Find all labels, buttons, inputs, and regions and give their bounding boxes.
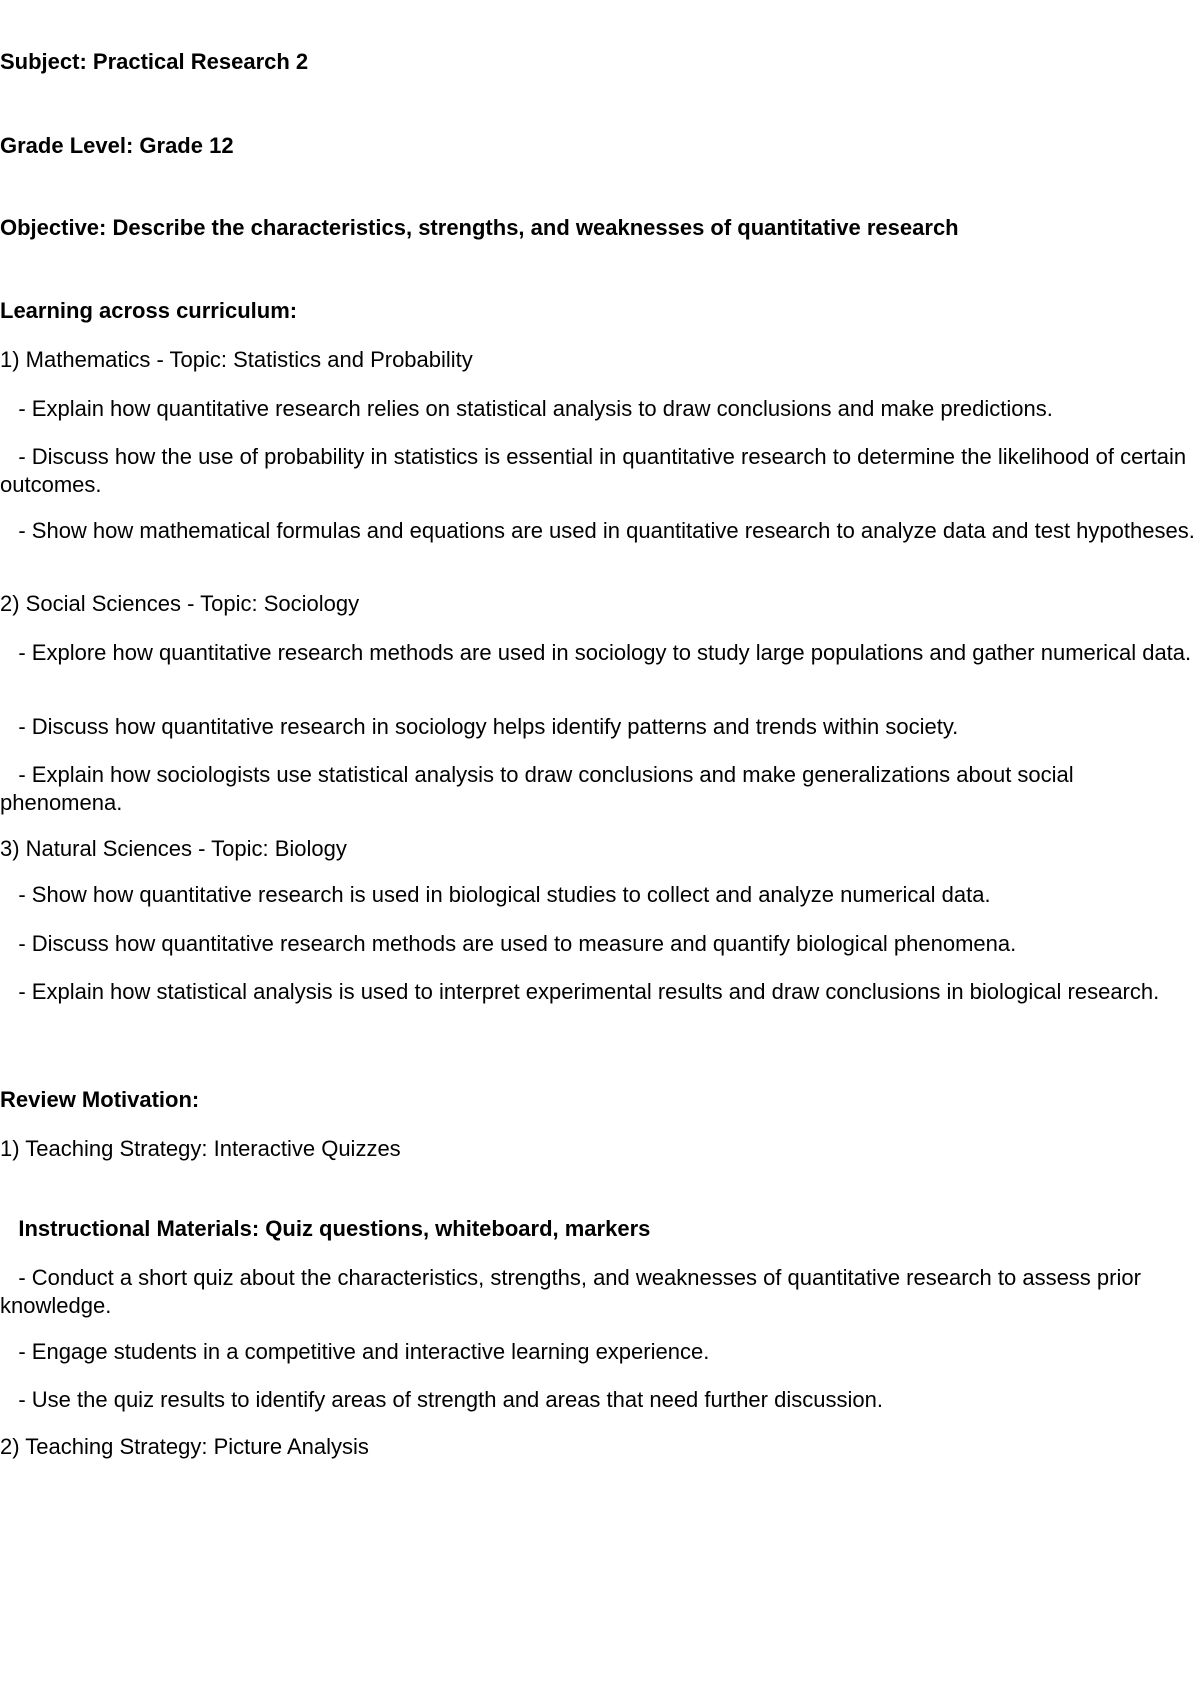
curriculum-item-point: - Explain how sociologists use statistical analysis to draw conclusions and make generalizations about social phenomena. (0, 762, 1080, 815)
instructional-materials-line: Instructional Materials: Quiz questions, whiteboard, markers (0, 1216, 651, 1241)
curriculum-item-point: - Explain how quantitative research relies on statistical analysis to draw conclusions and make predictions. (0, 396, 1053, 421)
curriculum-item-point: - Discuss how the use of probability in statistics is essential in quantitative research to determine the likelihood of certain outcomes. (0, 444, 1193, 497)
curriculum-item-title: 3) Natural Sciences - Topic: Biology (0, 836, 347, 861)
review-motivation-heading: Review Motivation: (0, 1087, 200, 1112)
curriculum-item-point: - Explore how quantitative research methods are used in sociology to study large populations and gather numerical data. (0, 640, 1192, 665)
learning-across-curriculum-heading: Learning across curriculum: (0, 298, 298, 323)
curriculum-item-point: - Discuss how quantitative research in sociology helps identify patterns and trends within society. (0, 714, 959, 739)
curriculum-item-point: - Show how quantitative research is used in biological studies to collect and analyze numerical data. (0, 882, 991, 907)
review-point: - Conduct a short quiz about the characteristics, strengths, and weaknesses of quantitative research to assess prior knowledge. (0, 1265, 1148, 1318)
review-point: - Use the quiz results to identify areas of strength and areas that need further discussion. (0, 1387, 883, 1412)
objective-line: Objective: Describe the characteristics, strengths, and weaknesses of quantitative research (0, 215, 959, 240)
subject-line: Subject: Practical Research 2 (0, 49, 309, 74)
curriculum-item-point: - Show how mathematical formulas and equations are used in quantitative research to analyze data and test hypotheses. (0, 518, 1195, 543)
curriculum-item-point: - Discuss how quantitative research methods are used to measure and quantify biological phenomena. (0, 931, 1017, 956)
review-point: - Engage students in a competitive and interactive learning experience. (0, 1339, 710, 1364)
teaching-strategy-2: 2) Teaching Strategy: Picture Analysis (0, 1434, 369, 1459)
curriculum-item-title: 2) Social Sciences - Topic: Sociology (0, 591, 360, 616)
teaching-strategy-1: 1) Teaching Strategy: Interactive Quizzes (0, 1136, 401, 1161)
curriculum-item-title: 1) Mathematics - Topic: Statistics and Probability (0, 347, 473, 372)
curriculum-item-point: - Explain how statistical analysis is used to interpret experimental results and draw conclusions in biological research. (0, 979, 1160, 1004)
grade-level-line: Grade Level: Grade 12 (0, 133, 234, 158)
